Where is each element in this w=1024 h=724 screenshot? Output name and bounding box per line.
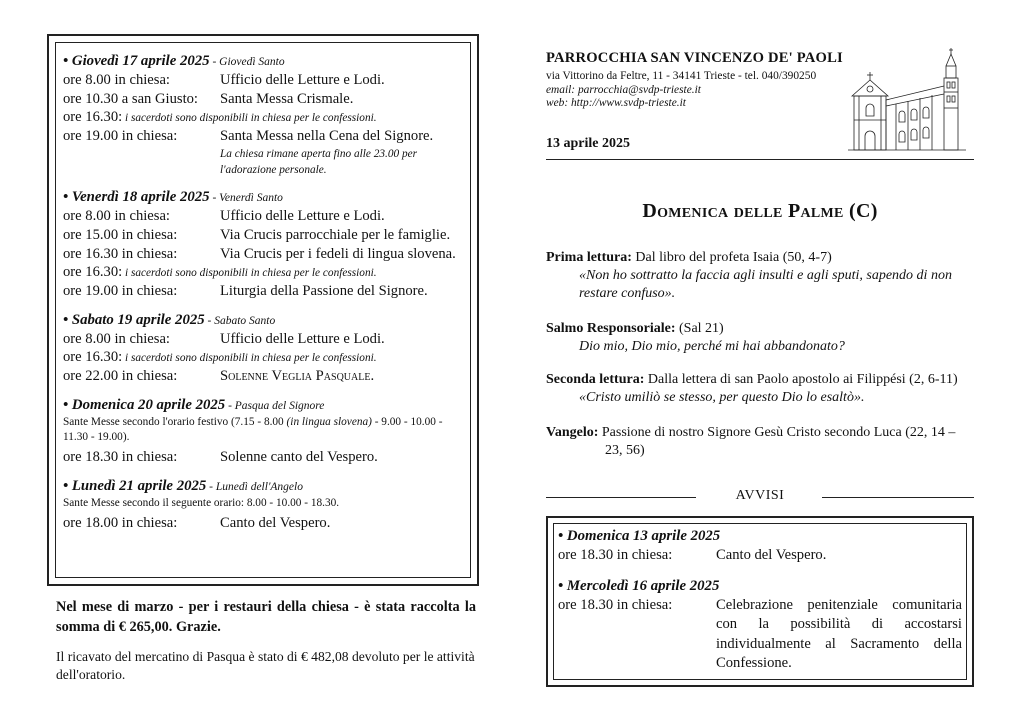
schedule-row — [63, 349, 468, 367]
day-easter-monday — [63, 477, 468, 533]
event: i sacerdoti sono disponibili in chiesa per le confessioni. — [122, 112, 377, 124]
masses-schedule — [63, 415, 468, 445]
event: Celebrazione penitenziale comunitaria con la possibilità di accostarsi individualmente al Sacramento della Confessione. — [716, 596, 962, 671]
parish-address: via Vittorino da Feltre, 11 - 34141 Trieste - tel. 040/390250 — [546, 70, 817, 82]
time: ore 19.00 in chiesa: — [63, 128, 178, 144]
header-divider — [546, 159, 974, 160]
responsorial-psalm — [546, 320, 974, 356]
reading-label: Seconda lettura: — [546, 372, 645, 387]
masses-text: - 9.00 - 10.00 - 11.30 - 19.00). — [63, 416, 443, 443]
day-subtitle: - Lunedì dell'Angelo — [206, 481, 303, 493]
parish-name: PARROCCHIA SAN VINCENZO DE' PAOLI — [546, 50, 843, 66]
day-subtitle: - Venerdì Santo — [209, 192, 283, 204]
day-heading: • Venerdì 18 aprile 2025 — [63, 189, 210, 205]
time: ore 8.00 in chiesa: — [63, 72, 170, 88]
notice-row — [558, 596, 962, 674]
day-heading: • Giovedì 17 aprile 2025 — [63, 53, 210, 69]
reading-reference: Dal libro del profeta Isaia (50, 4-7) — [631, 250, 832, 265]
time: ore 18.30 in chiesa: — [63, 449, 178, 465]
reading-reference: Passione di nostro Signore Gesù Cristo secondo Luca (22, 14 – 23, 56) — [598, 425, 956, 458]
time: ore 18.30 in chiesa: — [558, 596, 673, 613]
avvisi-heading: AVVISI — [735, 488, 785, 503]
reading-quote: Dio mio, Dio mio, perché mi hai abbandonato? — [579, 339, 845, 354]
time: ore 18.00 in chiesa: — [63, 515, 178, 531]
event: Canto del Vespero. — [716, 547, 827, 563]
schedule-row — [63, 207, 468, 226]
parish-email: email: parrocchia@svdp-trieste.it — [546, 83, 701, 96]
event: Santa Messa nella Cena del Signore. — [220, 128, 434, 144]
time: ore 19.00 in chiesa: — [63, 283, 178, 299]
adoration-note: La chiesa rimane aperta fino alle 23.00 per l'adorazione personale. — [220, 148, 418, 176]
time: ore 16.30: — [63, 109, 123, 125]
second-reading — [546, 371, 974, 407]
day-heading: • Domenica 20 aprile 2025 — [63, 397, 226, 413]
event: i sacerdoti sono disponibili in chiesa per le confessioni. — [122, 352, 377, 364]
fundraising-note: Nel mese di marzo - per i restauri della chiesa - è stata raccolta la somma di € 265,00. Grazie. — [56, 599, 476, 635]
day-subtitle: - Pasqua del Signore — [225, 400, 325, 412]
event: i sacerdoti sono disponibili in chiesa per le confessioni. — [122, 267, 377, 279]
reading-quote: «Non ho sottratto la faccia agli insulti e agli sputi, sapendo di non restare confuso». — [579, 268, 952, 301]
holy-week-schedule — [63, 52, 468, 533]
time: ore 16.30: — [63, 349, 123, 365]
event: Ufficio delle Letture e Lodi. — [220, 208, 385, 224]
schedule-row — [63, 367, 468, 386]
event: Solenne canto del Vespero. — [220, 449, 378, 465]
day-heading: • Lunedì 21 aprile 2025 — [63, 478, 207, 494]
schedule-row — [63, 282, 468, 301]
parish-contacts — [546, 70, 816, 111]
sunday-title: Domenica delle Palme (C) — [642, 200, 878, 222]
day-subtitle: - Sabato Santo — [204, 315, 276, 327]
avvisi-rule-right — [822, 497, 974, 498]
avvisi-rule-left — [546, 497, 696, 498]
event: Ufficio delle Letture e Lodi. — [220, 331, 385, 347]
masses-language-note: (in lingua slovena) — [286, 416, 372, 428]
reading-label: Salmo Responsoriale: — [546, 321, 676, 336]
event: Ufficio delle Letture e Lodi. — [220, 72, 385, 88]
reading-reference: (Sal 21) — [675, 321, 724, 336]
church-illustration — [846, 46, 970, 156]
schedule-row — [63, 127, 468, 146]
day-thursday — [63, 52, 468, 178]
time: ore 8.00 in chiesa: — [63, 331, 170, 347]
masses-text: Sante Messe secondo l'orario festivo (7.15 - 8.00 — [63, 416, 287, 428]
schedule-row — [63, 448, 468, 467]
event: Liturgia della Passione del Signore. — [220, 283, 428, 299]
reading-reference: Dalla lettera di san Paolo apostolo ai Filippési (2, 6-11) — [644, 372, 958, 387]
easter-market-note: Il ricavato del mercatino di Pasqua è stato di € 482,08 devoluto per le attività dell'oratorio. — [56, 649, 475, 682]
schedule-row — [63, 90, 468, 109]
day-easter-sunday — [63, 396, 468, 467]
day-friday — [63, 188, 468, 301]
schedule-row — [63, 330, 468, 349]
time: ore 16.30: — [63, 264, 123, 280]
reading-label: Prima lettura: — [546, 250, 632, 265]
reading-quote: «Cristo umiliò se stesso, per questo Dio lo esaltò». — [579, 390, 865, 405]
event: Via Crucis per i fedeli di lingua slovena. — [220, 246, 456, 262]
bulletin-date: 13 aprile 2025 — [546, 136, 630, 151]
time: ore 22.00 in chiesa: — [63, 368, 178, 384]
event: Santa Messa Crismale. — [220, 91, 354, 107]
parish-website: web: http://www.svdp-trieste.it — [546, 97, 686, 109]
time: ore 10.30 a san Giusto: — [63, 91, 198, 107]
gospel — [546, 424, 974, 460]
event: Canto del Vespero. — [220, 515, 331, 531]
schedule-row — [63, 109, 468, 127]
event: Via Crucis parrocchiale per le famiglie. — [220, 227, 451, 243]
masses-schedule: Sante Messe secondo il seguente orario: 8.00 - 10.00 - 18.30. — [63, 497, 340, 509]
notice-heading: • Domenica 13 aprile 2025 — [558, 528, 721, 544]
schedule-row — [63, 264, 468, 282]
schedule-row — [63, 226, 468, 245]
time: ore 15.00 in chiesa: — [63, 227, 178, 243]
day-saturday — [63, 311, 468, 386]
event: Solenne Veglia Pasquale. — [220, 368, 375, 384]
time: ore 8.00 in chiesa: — [63, 208, 170, 224]
first-reading — [546, 249, 974, 303]
day-heading: • Sabato 19 aprile 2025 — [63, 312, 205, 328]
reading-label: Vangelo: — [546, 425, 599, 440]
time: ore 18.30 in chiesa: — [558, 547, 673, 563]
notices — [558, 526, 962, 674]
day-subtitle: - Giovedì Santo — [209, 56, 285, 68]
schedule-row — [63, 71, 468, 90]
notice-heading: • Mercoledì 16 aprile 2025 — [558, 577, 720, 594]
notice-row — [558, 546, 962, 566]
schedule-row — [63, 245, 468, 264]
time: ore 16.30 in chiesa: — [63, 246, 178, 262]
schedule-row — [63, 514, 468, 533]
